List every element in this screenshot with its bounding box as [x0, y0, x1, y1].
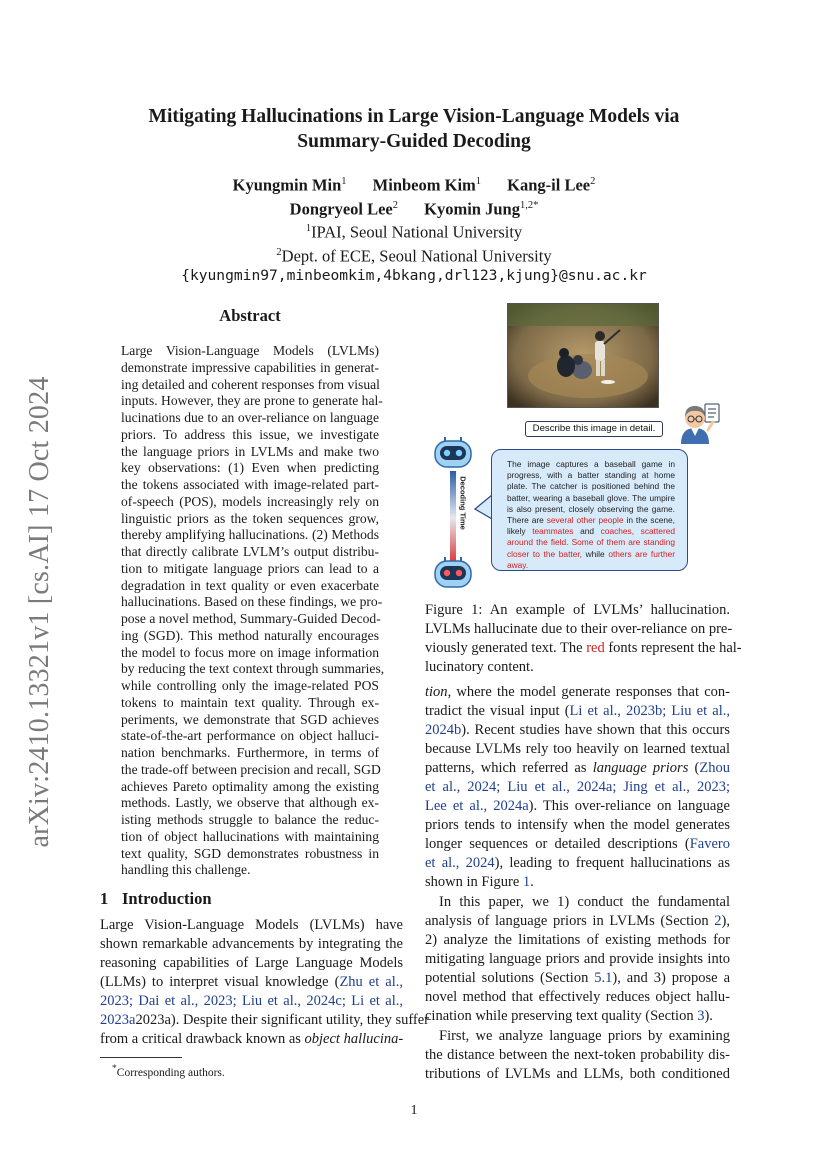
model-response-text: The image captures a baseball game in progress, with a batter standing at home plate. The catcher is positioned behind the batter, wearing a baseball glove. The umpire is also present, closely observing the game. There are several other people in the scene, likely teammates and coaches, scattered around the field. Some of them are standing closer to the batter, while others are further away. [507, 459, 676, 570]
page-number: 1 [410, 1103, 418, 1118]
abstract-line: achieves Pareto optimality among the existing [121, 778, 379, 794]
abstract-line: periments, we demonstrate that SGD achieves [121, 711, 379, 727]
author-sup: 1,2* [519, 199, 539, 211]
intro-line [100, 992, 403, 1011]
figure-1 [425, 303, 730, 595]
section-heading-introduction [100, 889, 212, 909]
user-prompt-box: Describe this image in detail. [525, 421, 663, 437]
hallucinated-text: several other people [546, 515, 624, 526]
abstract-line: state-of-the-art performance on object halluci- [121, 728, 379, 744]
abstract-line: demonstrate impressive capabilities in generat- [121, 359, 379, 375]
section-title: Introduction [122, 889, 212, 908]
hallucinated-text: teammates [532, 526, 574, 537]
body-line: patterns, which referred as language priors (Zhou [425, 760, 730, 776]
footnote-rule [100, 1057, 182, 1058]
caption-line: lucinatory content. [425, 659, 534, 675]
abstract-line: priors. To address this issue, we investigate [121, 426, 379, 442]
intro-line: from a critical drawback known as object hallucina- [100, 1031, 404, 1047]
author-block [100, 172, 728, 286]
body-line: analysis of language priors in LVLMs (Section 2), [425, 913, 730, 929]
abstract-line: methods. Lastly, we observe that although ex- [121, 795, 379, 811]
caption-line: viously generated text. The red fonts represent the hal- [425, 640, 742, 656]
abstract-line: Large Vision-Language Models (LVLMs) [121, 343, 379, 358]
author-name: Kang-il Lee [507, 175, 591, 195]
body-line: cination while preserving text quality (Section 3). [425, 1008, 713, 1024]
caption-red-word: red [586, 640, 605, 656]
abstract-line: while controlling only the image-related POS [121, 678, 379, 693]
abstract-line: hallucinations. Based on these findings, we pro- [121, 594, 383, 610]
section-ref-link[interactable]: 2 [714, 913, 722, 929]
intro-line: shown remarkable advancements by integrating the [100, 936, 403, 952]
abstract-line: ing (SGD). This method naturally encourages [121, 627, 379, 643]
abstract-line: degradation in text quality or even exacerbate [121, 577, 379, 593]
body-line: 2024b). Recent studies have shown that this occurs [425, 722, 730, 738]
body-line: mitigating language priors and provide insights into [425, 951, 730, 967]
user-icon [675, 398, 727, 446]
abstract-line: tokens to maintain text quality. Through ex- [121, 694, 379, 710]
citation-link[interactable]: Zhou [699, 760, 730, 776]
author-name: Minbeom Kim [372, 175, 476, 195]
title-line: Summary-Guided Decoding [297, 131, 531, 152]
body-line: In this paper, we 1) conduct the fundamental [439, 894, 730, 910]
author-sup: 1 [475, 176, 482, 187]
citation-link[interactable]: 2023; Dai et al., 2023; Liu et al., 2024c; Li et al., [100, 993, 403, 1009]
baseball-scene-image [508, 304, 658, 407]
figure-ref-link[interactable]: 1 [522, 874, 531, 890]
body-line: Lee et al., 2024a). This over-reliance on language [425, 798, 730, 814]
abstract-line: inputs. However, they are prone to generate hal- [121, 393, 383, 409]
author-sup: 1 [341, 176, 347, 187]
abstract-line: thereby amplifying hallucinations. (2) Methods [121, 527, 379, 543]
citation-link[interactable]: Favero [689, 836, 730, 852]
robot-icon-top [433, 435, 473, 469]
baseball-photo [507, 303, 659, 408]
body-line [425, 778, 730, 797]
body-line: tion, where the model generate responses that con- [425, 684, 730, 700]
author-name: Dongryeol Lee [289, 199, 393, 218]
abstract-line: the tokens associated with image-related part- [121, 477, 379, 492]
citation-link[interactable]: et al., 2024 [425, 855, 495, 871]
abstract-line: linguistic priors as the token sequences grow, [121, 510, 379, 526]
citation-link[interactable]: et al., 2024; Liu et al., 2024a; Jing et al., 2023; [425, 779, 730, 795]
section-ref-link[interactable]: 5.1 [594, 970, 613, 986]
abstract-line: that directly calibrate LVLM’s output distribu- [121, 544, 379, 559]
intro-line: 2023a2023a). Despite their significant utility, they suffer [100, 1012, 429, 1028]
abstract-line: isting methods struggle to balance the reduc- [121, 812, 379, 827]
abstract-line: lucinations due to an over-reliance on language [121, 410, 379, 425]
body-line: shown in Figure 1. [425, 874, 534, 890]
figure-caption [425, 601, 742, 677]
abstract-line: pose a novel method, Summary-Guided Decod- [121, 611, 381, 626]
author-emails[interactable]: {kyungmin97,minbeomkim,4bkang,drl123,kjung}@snu.ac.kr [181, 267, 647, 284]
affiliation-sup: 2 [276, 246, 282, 258]
intro-line: reasoning capabilities of Large Language Models [100, 955, 403, 971]
arxiv-stamp: arXiv:2410.13321v1 [cs.AI] 17 Oct 2024 [24, 376, 55, 848]
robot-icon-bottom [433, 555, 473, 589]
body-line: novel method that effectively reduces object hallu- [425, 989, 730, 1005]
footnote: *Corresponding authors. [112, 1063, 225, 1079]
abstract-line: tion to mitigate language priors can lead to a [121, 560, 379, 576]
citation-link[interactable]: 2023a [100, 1012, 136, 1028]
body-line: et al., 2024), leading to frequent hallucinations as [425, 855, 731, 871]
abstract-line: the language priors in LVLMs and make two [121, 443, 379, 459]
caption-line: Figure 1: An example of LVLMs’ hallucination. [425, 602, 730, 618]
body-line: longer sequences or detailed descriptions (Favero [425, 836, 730, 852]
affiliation: IPAI, Seoul National University [311, 222, 523, 242]
abstract-line: ing detailed and coherent responses from visual [121, 376, 380, 392]
abstract-line: the model to focus more on image information [121, 644, 379, 660]
author-name: Kyungmin Min [232, 175, 342, 195]
author-sup: 2 [392, 199, 399, 211]
abstract-line: tion of object hallucinations with maintaining [121, 828, 379, 844]
citation-link[interactable]: Zhu et al., [339, 974, 403, 990]
author-name: Kyomin Jung [424, 199, 520, 218]
body-line: 2) analyze the limitations of existing methods for [425, 932, 730, 948]
caption-line: LVLMs hallucinate due to their over-reliance on pre- [425, 621, 733, 637]
body-line: priors tends to intensify when the model generates [425, 817, 730, 833]
citation-link[interactable]: Li et al., 2023b; Liu et al., [569, 703, 730, 719]
abstract-heading: Abstract [219, 306, 281, 325]
affiliation-sup: 1 [305, 223, 312, 234]
body-line: potential solutions (Section 5.1), and 3) propose a [425, 970, 731, 986]
abstract-line: nation benchmarks. Furthermore, in terms of [121, 745, 379, 760]
intro-line: Large Vision-Language Models (LVLMs) have [100, 917, 403, 933]
abstract-line: key observations: (1) Even when predicting [121, 460, 379, 476]
abstract-line: the trade-off between precision and recall, SGD [121, 761, 381, 777]
abstract-line: text quality, SGD demonstrates robustness in [121, 845, 379, 861]
abstract-line: handling this challenge. [121, 862, 251, 878]
paper-title [100, 104, 728, 154]
body-line: tributions of LVLMs and LLMs, both conditioned [425, 1066, 730, 1082]
decoding-time-label: Decoding Time [458, 476, 468, 530]
citation-link[interactable]: Lee et al., 2024a [425, 798, 529, 814]
title-line: Mitigating Hallucinations in Large Vision-Language Models via [148, 106, 680, 127]
intro-line: (LLMs) to interpret visual knowledge (Zhu et al., [100, 974, 403, 990]
abstract-line: of-speech (POS), models increasingly rely on [121, 493, 379, 509]
body-line: the distance between the next-token probability dis- [425, 1047, 730, 1063]
section-ref-link[interactable]: 3 [697, 1008, 705, 1024]
body-line: First, we analyze language priors by examining [439, 1028, 730, 1044]
citation-link[interactable]: 2024b [425, 722, 462, 738]
hallucinated-text: others are further away. [507, 548, 676, 570]
abstract-line: by reducing the text context through summaries, [121, 661, 385, 677]
body-line: because LVLMs rely too heavily on learned textual [425, 741, 730, 757]
section-number: 1 [100, 889, 109, 908]
hallucinated-text: coaches, scattered around the field. Some of them are standing closer to the batter, [507, 526, 675, 559]
author-sup: 2 [590, 176, 596, 187]
affiliation: Dept. of ECE, Seoul National University [281, 246, 552, 265]
body-line: tradict the visual input (Li et al., 2023b; Liu et al., [425, 703, 730, 719]
